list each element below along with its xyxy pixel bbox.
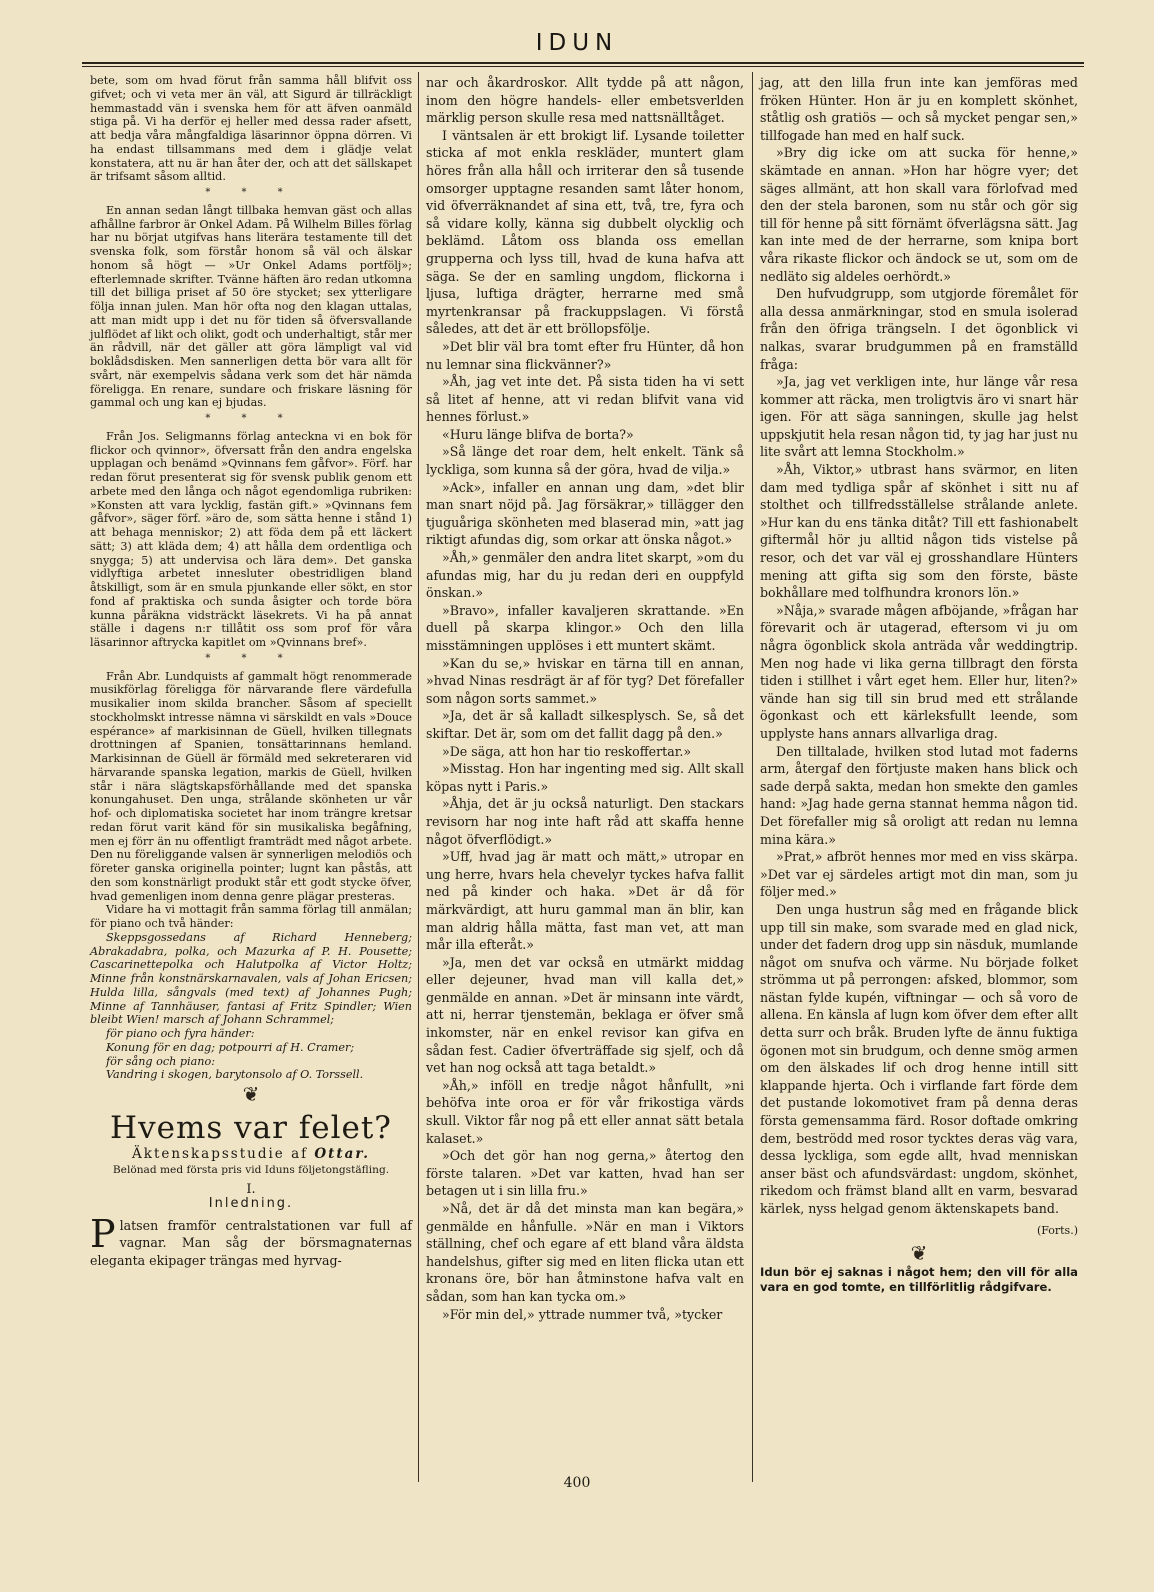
- story-paragraph: Den tilltalade, hvilken stod lutad mot faderns arm, återgaf den förtjuste maken hans blick och sade derpå sakta, medan hon smekte den gamles hand: »Jag hade gerna stannat hemma någon tid. Det förefaller mig så oroligt att redan nu lemna mina kära.»: [760, 743, 1078, 847]
- story-paragraph: »Ja, jag vet verkligen inte, hur länge vår resa kommer att räcka, men troligtvis äro vi snart här igen. För att säga sanningen, skulle jag helst uppskjutit hela resan någon tid, ty jag har just nu lite svårt att lemna Stockholm.»: [760, 374, 1078, 460]
- story-paragraph: »Åh,» genmäler den andra litet skarpt, »om du afundas mig, har du ju redan deri en ouppfyld önskan.»: [426, 550, 744, 601]
- story-paragraph: »Bravo», infaller kavaljeren skrattande. »En duell på skarpa klingor.» Och den lilla misstämningen upplöses i ett muntert skämt.: [426, 602, 744, 653]
- story-paragraph: nar och åkardroskor. Allt tydde på att någon, inom den högre handels- eller embetsverlden märklig person skulle resa med nattsnälltåget.: [426, 75, 744, 126]
- column-divider-left: [418, 72, 419, 1482]
- section-separator: * * *: [205, 187, 297, 198]
- idun-notice: Idun bör ej saknas i något hem; den vill för alla vara en god tomte, en tillförlitlig rådgifvare.: [760, 1264, 1078, 1294]
- music-list-heading: för piano och fyra händer:: [106, 1027, 255, 1040]
- music-list: Skeppsgossedans af Richard Henneberg; Abrakadabra, polka, och Mazurka af P. H. Pousette; Cascarinettepolka och Halutpolka af Victor Holtz; Minne från konstnärskarnavalen, vals af Johan Ericsen; Hulda lilla, sångvals (med text) af Johannes Pugh; Minne af Tannhäuser, fantasi af Fritz Spindler; Wien bleibt Wien! marsch af Johann Schrammel;: [90, 930, 412, 1027]
- story-paragraph: »Ack», infaller en annan ung dam, »det blir man snart nöjd på. Jag försäkrar,» tillägger den tjuguåriga skönheten med blaserad min, »att jag riktigt afundas dig, som orkar att önska något.»: [426, 479, 744, 548]
- story-paragraph: »För min del,» yttrade nummer två, »tycker: [442, 1306, 723, 1322]
- story-paragraph: Den hufvudgrupp, som utgjorde föremålet för alla dessa anmärkningar, stod en smula isolerad från den öfriga trängseln. I det ögonblick vi nalkas, svarar brudgummen på en framställd fråga:: [760, 286, 1078, 372]
- story-opening: [90, 1211, 412, 1270]
- story-paragraph: »Åhja, det är ju också naturligt. Den stackars revisorn har nog inte haft råd att skaffa henne något öfverflödigt.»: [426, 796, 744, 847]
- story-paragraph: »Det blir väl bra tomt efter fru Hünter, då hon nu lemnar sina flickvänner?»: [426, 338, 744, 372]
- chapter-number: I.: [246, 1182, 256, 1198]
- story-paragraph: »De säga, att hon har tio reskoffertar.»: [442, 743, 692, 759]
- review-paragraph: Från Jos. Seligmanns förlag anteckna vi en bok för flickor och qvinnor», öfversatt från den andra engelska upplagan och benämd »Qvinnans fem gåfvor». Förf. har redan förut presenterat sig för svensk publik genom ett arbete med den långa och något egendomliga rubriken: »Konsten att vara lycklig, fastän gift.» »Qvinnans fem gåfvor», säger förf. »äro de, som sätta henne i stånd 1) att behaga menniskor; 2) att föda dem på ett läckert sätt; 3) att kläda dem; 4) att hålla dem ordentliga och snygga; 5) att undervisa och lära dem». Det ganska vidlyftiga arbetet innesluter obestridligen bland åtskilligt, som är en smula pjunkande eller sökt, en stor fond af praktiska och sunda åsigter och torde böra kunna påräkna vidsträckt läsekrets. Vi ha på annat ställe i dagens n:r tillåtit oss som prof för våra läsarinnor aftrycka kapitlet om »Qvinnans bref».: [90, 429, 412, 649]
- masthead: IDUN: [535, 30, 619, 56]
- header-rule-thick: [82, 62, 1084, 64]
- section-separator: * * *: [205, 413, 297, 424]
- chapter-title: Inledning.: [208, 1196, 294, 1211]
- story-opening-text: latsen framför centralstationen var full af vagnar. Man såg der börsmagnaternas eleganta ekipager trängas med hyrvag-: [90, 1217, 412, 1268]
- story-paragraph: »Så länge det roar dem, helt enkelt. Tänk så lyckliga, som kunna så der göra, hvad de vilja.»: [426, 444, 744, 478]
- story-paragraph: Den unga hustrun såg med en frågande blick upp till sin make, som svarade med en glad nick, under det fadern drog upp sin näsduk, mumlande något om snufva och värme. Nu började folket strömma ut på perrongen: afsked, blommor, som nästan fylde kupén, viftningar — och så voro de allena. En känsla af lugn kom öfver dem efter allt detta surr och bråk. Bruden lyfte de ännu fuktiga ögonen mot sin brudgum, och denne smög armen om den älskades lif och drog henne intill sitt klappande hjerta. Och i virflande fart förde dem det pustande lokomotivet fram på denna deras första gemensamma färd. Rosor doftade omkring dem, beströdd med rosor tycktes deras väg vara, dessa lyckliga, som egde allt, hvad menniskan anser bäst och afundsvärdast: ungdom, skönhet, rikedom och främst bland allt en varm, besvarad kärlek, nyss helgad genom äktenskapets band.: [760, 901, 1078, 1216]
- column-right: [760, 74, 1078, 1295]
- story-paragraph: »Åh,» inföll en tredje något hånfullt, »ni behöfva inte oroa er för vår frikostiga värds skull. Viktor får nog på ett eller annat sätt betala kalaset.»: [426, 1077, 744, 1146]
- story-paragraph: »Åh, jag vet inte det. På sista tiden ha vi sett så litet af henne, att vi redan blifvit vana vid hennes förlust.»: [426, 374, 744, 425]
- page-number: 400: [563, 1475, 591, 1491]
- story-paragraph: »Uff, hvad jag är matt och mätt,» utropar en ung herre, hvars hela chevelyr tyckes hafva fallit ned på kinder och haka. »Det är då för märkvärdigt, att huru gammal man än blir, kan man aldrig hålla mätta, fast man vet, att man mår illa efteråt.»: [426, 849, 744, 953]
- story-paragraph: jag, att den lilla frun inte kan jemföras med fröken Hünter. Hon är ju en komplett skönhet, ståtlig osh gratiös — och så mycket pengar sen,» tillfogade han med en half suck.: [760, 75, 1078, 143]
- story-title: Hvems var felet?: [110, 1109, 392, 1146]
- story-paragraph: »Och det gör han nog gerna,» återtog den förste talaren. »Det var katten, hvad han ser betagen ut i sin lilla fru.»: [426, 1148, 744, 1199]
- story-paragraph: «Huru länge blifva de borta?»: [442, 426, 634, 442]
- story-subtitle-text: Äktenskapsstudie af: [132, 1145, 309, 1162]
- story-author: Ottar.: [314, 1145, 370, 1162]
- story-paragraph: »Bry dig icke om att sucka för henne,» skämtade en annan. »Hon har högre vyer; det säges allmänt, att hon skall vara förlofvad med den der stela baronen, som nu står och gör sig till för henne på sitt förnämt öfverlägsna sätt. Jag kan inte med de der herrarne, som knipa bort våra rikaste flickor och ändock se ut, som om de nedläto sig aldeles oerhördt.»: [760, 145, 1078, 284]
- music-list: Konung för en dag; potpourri af H. Cramer;: [106, 1040, 355, 1054]
- story-subtitle: [90, 1145, 412, 1162]
- review-paragraph: En annan sedan långt tillbaka hemvan gäst och allas afhållne farbror är Onkel Adam. På Wilhelm Billes förlag har nu börjat utgifvas hans literära testamente till det svenska folk, som förstår honom så väl och älskar honom så högt — »Ur Onkel Adams portfölj»; efterlemnade skrifter. Tvänne häften äro redan utkomna till det billiga priset af 50 öre stycket; sex ytterligare följa innan julen. Man hör ofta nog den klagan uttalas, att man midt upp i det nu för tiden så öfversvallande julflödet af likt och olikt, godt och underhaltigt, står mer än rådvill, när det gäller att göra lämpligt val vid boklådsdisken. Men sannerligen detta bör vara allt för svårt, när exempelvis sådana verk som det här nämda föreligga. En renare, sundare och friskare läsning för gammal och ung kan ej bjudas.: [90, 203, 412, 410]
- review-paragraph: bete, som om hvad förut från samma håll blifvit oss gifvet; och vi veta mer än väl, att Sigurd är tillräckligt hemmastadd vän i svenska hem för att äfven oanmäld stiga på. Vi ha derför ej heller med dessa rader afsett, att bedja våra mångfaldiga läsarinnor öppna dörren. Vi ha endast tillsammans med dem i glädje velat konstatera, att nu är han åter der, och att det sällskapet är trifsamt såsom alltid.: [90, 74, 412, 184]
- story-paragraph: I väntsalen är ett brokigt lif. Lysande toiletter sticka af mot enkla reskläder, muntert glam höres från alla håll och irriterar den så tusende omsorger upptagne resanden samt låter honom, vid öfverräknandet af sina ett, två, tre, fyra och så vidare kolly, känna sig dubbelt olycklig och beklämd. Låtom oss blanda oss emellan grupperna och lyss till, hvad de kuna hafva att säga. Se der en samling ungdom, flickorna i ljusa, luftiga drägter, herrarne med små myrtenkransar på frackuppslagen. Vi förstå således, att det är ett bröllopsfölje.: [426, 127, 744, 337]
- review-paragraph: Från Abr. Lundquists af gammalt högt renommerade musikförlag föreligga för närvarande flere värdefulla musikalier inom skilda brancher. Såsom af speciellt stockholmskt intresse nämna vi särskildt en vals »Douce espérance» af markisinnan de Güell, hvilken tillegnats drottningen af Spanien, tonsättarinnans hemland. Markisinnan de Güell är förmäld med sekreteraren vid härvarande spanska legation, markis de Güell, hvilken står i nära slägtskapsförhållande med det spanska konungahuset. Den unga, strålande skönheten ur vår hof- och diplomatiska societet har inom trängre kretsar redan förut varit känd för sin musikaliska begåfning, men ej förr än nu offentligt framträdt med något arbete. Den nu föreliggande valsen är synnerligen melodiös och företer ganska originella pointer; lugnt kan påstås, att den som konstnärligt produkt står ett godt stycke öfver, hvad gemenligen inom denna genre plägar presteras.: [90, 669, 412, 903]
- ornament-icon: ❦: [242, 1082, 260, 1106]
- story-paragraph: »Misstag. Hon har ingenting med sig. Allt skall köpas nytt i Paris.»: [426, 761, 744, 794]
- header-rule-thin: [82, 66, 1084, 67]
- column-middle: [426, 74, 744, 1323]
- column-divider-right: [752, 72, 753, 1482]
- section-separator: * * *: [205, 652, 297, 664]
- story-prize-note: Belönad med första pris vid Iduns följetongstäfling.: [112, 1163, 390, 1176]
- story-paragraph: »Prat,» afbröt hennes mor med en viss skärpa. »Det var ej särdeles artigt mot din man, som ju följer med.»: [760, 849, 1078, 900]
- continued-note: (Forts.): [1036, 1223, 1078, 1237]
- story-paragraph: »Ja, det är så kalladt silkesplysch. Se, så det skiftar. Det är, som om det fallit dagg på den.»: [426, 708, 744, 741]
- music-list-heading: för sång och piano:: [106, 1054, 215, 1068]
- review-paragraph: Vidare ha vi mottagit från samma förlag till anmälan; för piano och två händer:: [90, 903, 412, 930]
- column-left: [90, 74, 412, 1270]
- story-paragraph: »Nå, det är då det minsta man kan begära,» genmälde en hånfulle. »När en man i Viktors ställning, chef och egare af ett bland våra äldsta handelshus, gifter sig med en liten flicka utan ett kronans öre, bör han åtminstone hafva valt en sådan, som han kan tycka om.»: [426, 1201, 744, 1304]
- story-paragraph: »Ja, men det var också en utmärkt middag eller dejeuner, hvad man vill kalla det,» genmälde en annan. »Det är minsann inte värdt, att ni, herrar tjenstemän, beklaga er öfver små inkomster, när en enkel revisor kan gifva en sådan fest. Cadier öfverträffade sig sjelf, och då vet han nog också att taga betaldt.»: [426, 954, 744, 1076]
- drop-cap: P: [90, 1211, 116, 1256]
- story-paragraph: »Åh, Viktor,» utbrast hans svärmor, en liten dam med tydliga spår af skönhet i sitt nu af stolthet och tillfredsställelse strålande anlete. »Hur kan du ens tänka ditåt? Till ett fashionabelt giftermål hör ju alltid någon tids vistelse på resor, och det var väl ej grosshandlare Hünters mening att gifta sig som den förste, bäste bokhållare med tolfhundra kronors lön.»: [760, 462, 1078, 601]
- music-list: Vandring i skogen, barytonsolo af O. Torssell.: [106, 1068, 364, 1082]
- ornament-icon: ❦: [910, 1241, 928, 1266]
- story-paragraph: »Kan du se,» hviskar en tärna till en annan, »hvad Ninas resdrägt är af för tyg? Det förefaller som någon sorts sammet.»: [426, 655, 744, 706]
- story-paragraph: »Nåja,» svarade mågen afböjande, »frågan har förevarit och är utagerad, eftersom vi ju om några ögonblick skola anträda vår weddingtrip. Men nog hade vi lika gerna tillbragt den första tiden i stillhet i vårt eget hem. Eller hur, liten?» vände han sig till sin brud med ett strålande ögonkast och ett kärleksfullt leende, som upplyste hans annars allvarliga drag.: [760, 602, 1078, 741]
